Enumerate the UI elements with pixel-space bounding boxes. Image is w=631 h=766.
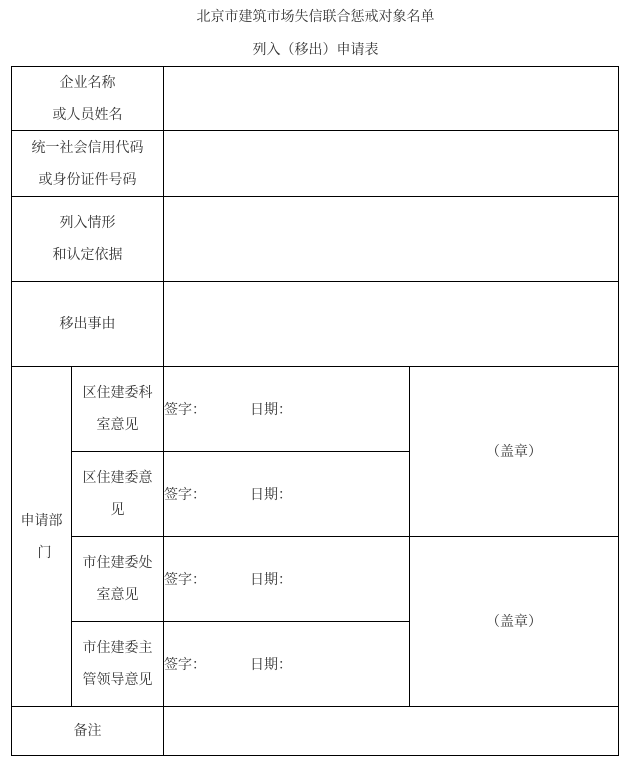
opinion-label-line1: 市住建委主 xyxy=(82,640,153,656)
opinion-label-line2: 见 xyxy=(110,502,125,518)
opinion-signature-field[interactable] xyxy=(164,622,409,706)
remarks-label-cell xyxy=(12,707,163,755)
city-seal-cell[interactable] xyxy=(410,537,618,706)
opinion-label-cell xyxy=(72,537,163,621)
name-label-cell xyxy=(12,67,163,130)
department-label-line1: 申请部 xyxy=(20,512,63,529)
listing-label-line1: 列入情形 xyxy=(59,215,116,231)
signature-label: 签字： xyxy=(164,402,206,418)
opinion-label-cell xyxy=(72,367,163,451)
title-line-2: 列入（移出）申请表 xyxy=(252,42,379,58)
department-label-line2: 门 xyxy=(37,544,52,561)
opinion-label-cell xyxy=(72,452,163,536)
removal-label: 移出事由 xyxy=(59,316,116,332)
listing-input-cell[interactable] xyxy=(164,197,618,281)
date-label: 日期： xyxy=(250,657,292,673)
name-input-cell[interactable] xyxy=(164,67,618,130)
opinion-signature-field[interactable] xyxy=(164,452,409,536)
remarks-label: 备注 xyxy=(73,723,102,739)
name-label-line1: 企业名称 xyxy=(59,74,116,91)
opinion-label-line2: 室意见 xyxy=(96,417,139,433)
date-label: 日期： xyxy=(250,402,292,418)
application-form-table xyxy=(11,66,619,756)
credit-code-label-line1: 统一社会信用代码 xyxy=(31,139,144,156)
date-label: 日期： xyxy=(250,572,292,588)
opinion-label-cell xyxy=(72,622,163,706)
listing-label-cell xyxy=(12,197,163,281)
credit-code-label-line2: 或身份证件号码 xyxy=(38,171,137,188)
opinion-label-line1: 区住建委科 xyxy=(82,385,153,401)
opinion-signature-field[interactable] xyxy=(164,367,409,451)
opinion-signature-field[interactable] xyxy=(164,537,409,621)
opinion-label-line1: 市住建委处 xyxy=(82,555,153,571)
opinion-label-line1: 区住建委意 xyxy=(82,470,153,486)
opinion-label-line2: 管领导意见 xyxy=(82,672,153,688)
signature-label: 签字： xyxy=(164,572,206,588)
signature-label: 签字： xyxy=(164,657,206,673)
seal-label: （盖章） xyxy=(486,613,542,630)
seal-label: （盖章） xyxy=(486,443,542,460)
name-label-line2: 或人员姓名 xyxy=(52,106,123,123)
department-label-cell xyxy=(12,367,71,706)
removal-label-cell xyxy=(12,282,163,366)
remarks-input-cell[interactable] xyxy=(164,707,618,755)
signature-label: 签字： xyxy=(164,487,206,503)
credit-code-label-cell xyxy=(12,131,163,196)
removal-input-cell[interactable] xyxy=(164,282,618,366)
listing-label-line2: 和认定依据 xyxy=(52,247,123,263)
title-line-1: 北京市建筑市场失信联合惩戒对象名单 xyxy=(196,9,435,25)
date-label: 日期： xyxy=(250,487,292,503)
opinion-label-line2: 室意见 xyxy=(96,587,139,603)
credit-code-input-cell[interactable] xyxy=(164,131,618,196)
district-seal-cell[interactable] xyxy=(410,367,618,536)
